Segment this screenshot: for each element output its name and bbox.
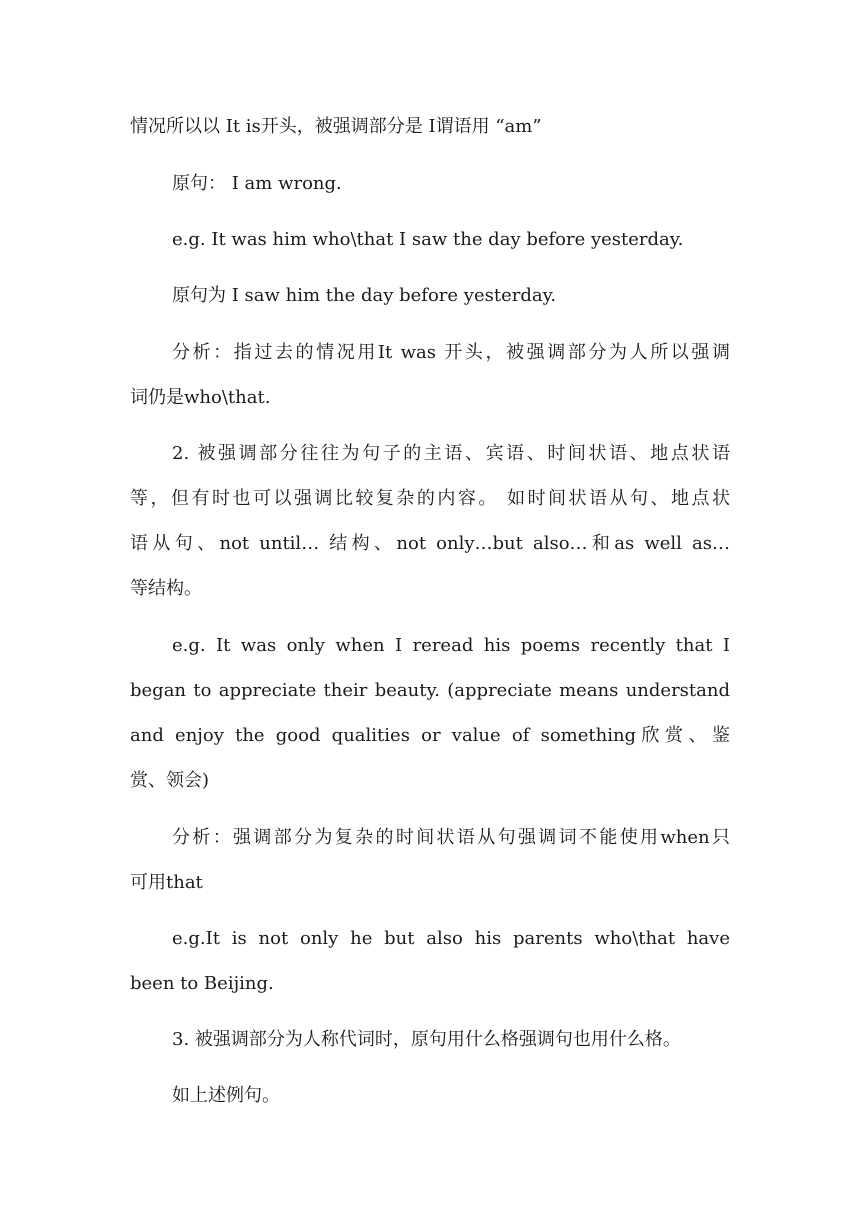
text-line: e.g.It is not only he but also his parents who\that have: [172, 928, 730, 949]
paragraph-9: [130, 916, 730, 1006]
text-line: 等结构。: [130, 578, 202, 599]
text-line: 等，但有时也可以强调比较复杂的内容。 如时间状语从句、地点状: [130, 488, 730, 509]
paragraph-5: [130, 330, 730, 420]
paragraph-8: [130, 815, 730, 905]
text-line: been to Beijing.: [130, 973, 274, 994]
text-line: 分析：指过去的情况用It was 开头，被强调部分为人所以强调: [172, 342, 730, 363]
text-line: e.g. It was only when I reread his poems recently that I: [172, 635, 730, 656]
text-line: e.g. It was him who\that I saw the day before yesterday.: [172, 229, 684, 250]
text-line: 可用that: [130, 872, 203, 893]
text-line: and enjoy the good qualities or value of something欣赏、鉴: [130, 725, 730, 746]
paragraph-2: [130, 161, 730, 206]
paragraph-10: [130, 1017, 730, 1062]
text-line: 情况所以以 It is开头，被强调部分是 I谓语用 “am”: [130, 116, 542, 137]
paragraph-6: [130, 431, 730, 611]
text-line: began to appreciate their beauty. (appreciate means understand: [130, 680, 730, 701]
text-line: 原句为 I saw him the day before yesterday.: [172, 285, 557, 306]
text-line: 语从句、not until… 结构、not only…but also…和as well as…: [130, 533, 730, 554]
text-line: 赏、领会): [130, 770, 210, 791]
text-line: 分析：强调部分为复杂的时间状语从句强调词不能使用when只: [172, 827, 730, 848]
text-line: 原句： I am wrong.: [172, 173, 342, 194]
text-line: 词仍是who\that.: [130, 387, 271, 408]
paragraph-3: [130, 217, 730, 262]
paragraph-1: [130, 104, 730, 149]
text-line: 如上述例句。: [172, 1085, 280, 1106]
text-line: 2. 被强调部分往往为句子的主语、宾语、时间状语、地点状语: [172, 443, 730, 464]
paragraph-11: [130, 1073, 730, 1118]
paragraph-7: [130, 623, 730, 803]
paragraph-4: [130, 273, 730, 318]
text-line: 3. 被强调部分为人称代词时，原句用什么格强调句也用什么格。: [172, 1029, 681, 1050]
